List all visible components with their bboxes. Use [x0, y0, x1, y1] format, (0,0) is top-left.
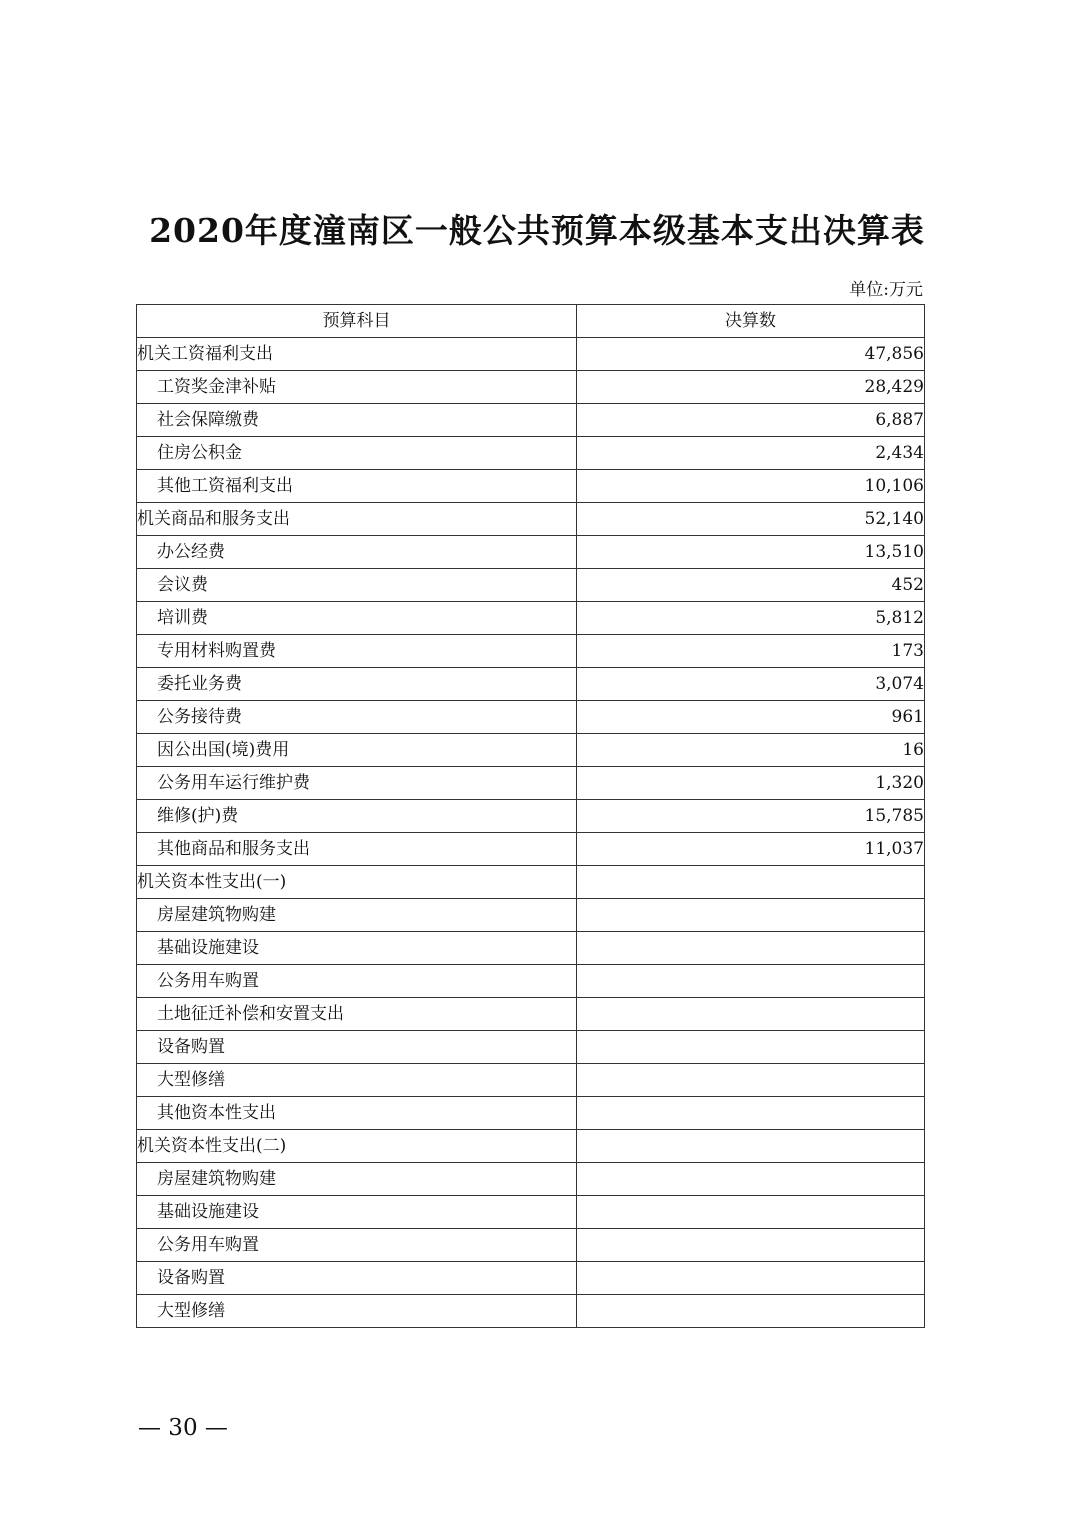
budget-item-name: 大型修缮 [137, 1064, 577, 1097]
budget-item-name: 其他工资福利支出 [137, 470, 577, 503]
table-row [137, 932, 925, 965]
table-row [137, 536, 925, 569]
budget-table [136, 304, 925, 1328]
budget-item-name: 专用材料购置费 [137, 635, 577, 668]
table-header-row [137, 305, 925, 338]
column-header-budget-item: 预算科目 [137, 305, 577, 338]
budget-item-amount [577, 1229, 925, 1262]
table-row [137, 338, 925, 371]
table-row [137, 701, 925, 734]
table-row [137, 866, 925, 899]
budget-item-amount: 28,429 [577, 371, 925, 404]
budget-item-amount [577, 1295, 925, 1328]
budget-item-amount [577, 932, 925, 965]
table-row [137, 437, 925, 470]
budget-item-amount [577, 1097, 925, 1130]
table-row [137, 602, 925, 635]
table-row [137, 767, 925, 800]
budget-item-amount [577, 1130, 925, 1163]
budget-item-name: 公务用车运行维护费 [137, 767, 577, 800]
budget-item-amount: 961 [577, 701, 925, 734]
budget-item-amount: 5,812 [577, 602, 925, 635]
budget-item-amount [577, 899, 925, 932]
table-row [137, 1262, 925, 1295]
budget-item-name: 社会保障缴费 [137, 404, 577, 437]
budget-item-name: 土地征迁补偿和安置支出 [137, 998, 577, 1031]
table-row [137, 1163, 925, 1196]
budget-item-name: 公务用车购置 [137, 1229, 577, 1262]
budget-item-name: 房屋建筑物购建 [137, 899, 577, 932]
budget-item-name: 基础设施建设 [137, 1196, 577, 1229]
budget-item-name: 机关资本性支出(二) [137, 1130, 577, 1163]
table-row [137, 470, 925, 503]
page-number: — 30 — [138, 1415, 228, 1441]
budget-item-amount: 173 [577, 635, 925, 668]
budget-item-amount [577, 965, 925, 998]
column-header-final-amount: 决算数 [577, 305, 925, 338]
budget-item-name: 会议费 [137, 569, 577, 602]
table-row [137, 635, 925, 668]
table-row [137, 800, 925, 833]
budget-item-amount [577, 1262, 925, 1295]
table-row [137, 998, 925, 1031]
table-row [137, 1229, 925, 1262]
budget-item-amount [577, 998, 925, 1031]
budget-item-name: 公务用车购置 [137, 965, 577, 998]
budget-item-amount: 2,434 [577, 437, 925, 470]
budget-item-name: 机关工资福利支出 [137, 338, 577, 371]
budget-item-amount: 452 [577, 569, 925, 602]
budget-item-name: 维修(护)费 [137, 800, 577, 833]
budget-item-amount: 6,887 [577, 404, 925, 437]
budget-item-amount: 15,785 [577, 800, 925, 833]
budget-item-amount [577, 1064, 925, 1097]
budget-item-name: 因公出国(境)费用 [137, 734, 577, 767]
table-row [137, 833, 925, 866]
budget-item-amount: 47,856 [577, 338, 925, 371]
budget-item-name: 工资奖金津补贴 [137, 371, 577, 404]
budget-item-name: 大型修缮 [137, 1295, 577, 1328]
table-row [137, 734, 925, 767]
table-row [137, 899, 925, 932]
budget-item-amount [577, 1196, 925, 1229]
table-row [137, 371, 925, 404]
budget-item-amount [577, 1031, 925, 1064]
table-row [137, 1097, 925, 1130]
table-row [137, 965, 925, 998]
unit-label: 单位:万元 [849, 280, 923, 300]
budget-item-name: 基础设施建设 [137, 932, 577, 965]
table-row [137, 668, 925, 701]
budget-item-name: 房屋建筑物购建 [137, 1163, 577, 1196]
budget-item-amount: 13,510 [577, 536, 925, 569]
budget-item-name: 其他资本性支出 [137, 1097, 577, 1130]
budget-item-name: 住房公积金 [137, 437, 577, 470]
table-row [137, 1130, 925, 1163]
table-row [137, 503, 925, 536]
budget-item-amount: 1,320 [577, 767, 925, 800]
budget-item-amount: 11,037 [577, 833, 925, 866]
budget-item-name: 机关资本性支出(一) [137, 866, 577, 899]
budget-item-name: 机关商品和服务支出 [137, 503, 577, 536]
table-row [137, 1031, 925, 1064]
budget-item-amount: 3,074 [577, 668, 925, 701]
budget-item-amount: 10,106 [577, 470, 925, 503]
table-row [137, 1064, 925, 1097]
table-row [137, 1295, 925, 1328]
budget-item-amount [577, 866, 925, 899]
table-body [137, 338, 925, 1328]
budget-item-name: 公务接待费 [137, 701, 577, 734]
budget-item-amount: 52,140 [577, 503, 925, 536]
budget-item-name: 其他商品和服务支出 [137, 833, 577, 866]
budget-item-amount: 16 [577, 734, 925, 767]
budget-item-name: 培训费 [137, 602, 577, 635]
table-row [137, 569, 925, 602]
budget-item-name: 设备购置 [137, 1262, 577, 1295]
page-title: 2020年度潼南区一般公共预算本级基本支出决算表 [149, 211, 925, 250]
table-row [137, 1196, 925, 1229]
table-row [137, 404, 925, 437]
budget-item-name: 设备购置 [137, 1031, 577, 1064]
budget-item-amount [577, 1163, 925, 1196]
budget-item-name: 委托业务费 [137, 668, 577, 701]
budget-item-name: 办公经费 [137, 536, 577, 569]
